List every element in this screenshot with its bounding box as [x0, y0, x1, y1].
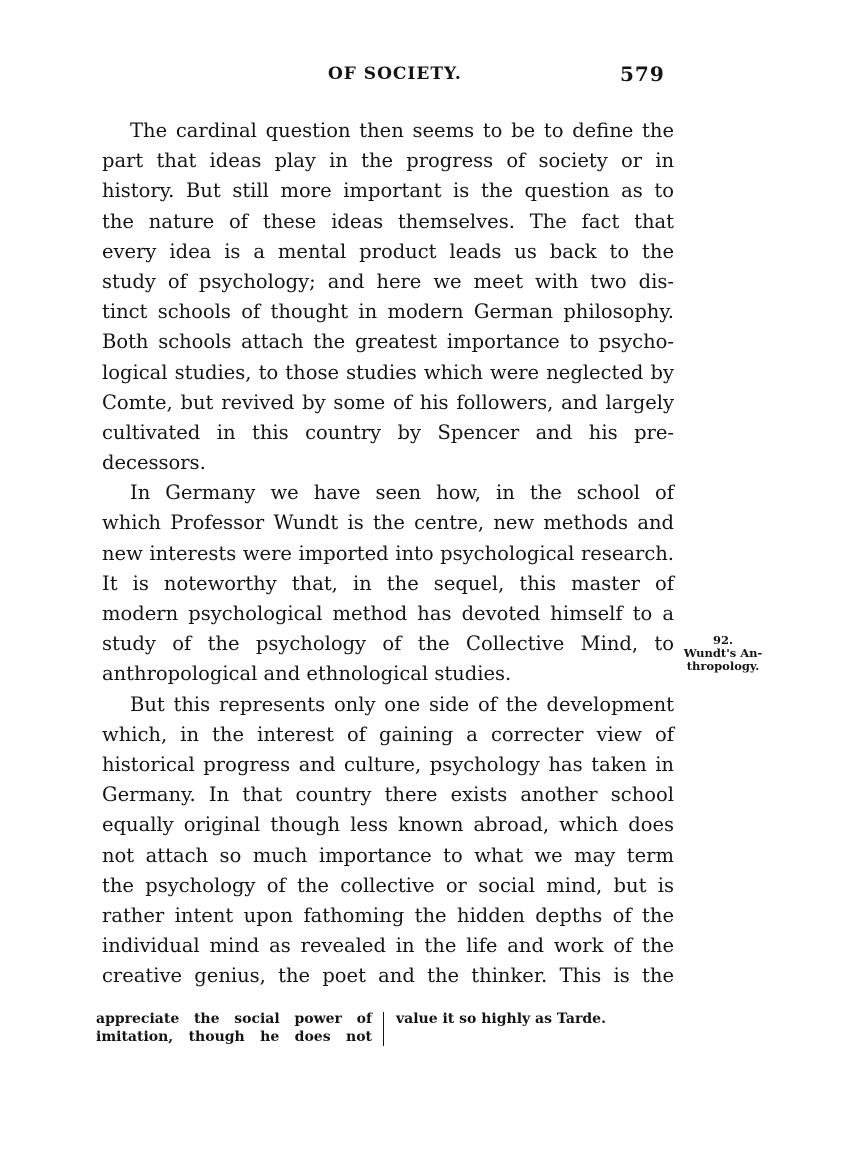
margin-note-number: 92. — [712, 633, 733, 647]
text-line: every idea is a mental product leads us back to the — [102, 239, 674, 263]
footnote-line — [96, 1028, 372, 1046]
page-number: 579 — [620, 62, 665, 86]
text-line: study of the psychology of the Collective Mind, to — [102, 632, 674, 656]
footnote-column-divider — [383, 1012, 384, 1046]
text-line: anthropological and ethnological studies. — [102, 662, 512, 686]
text-line: modern psychological method has devoted himself to a — [102, 602, 674, 625]
text-line: history. But still more important is the question as to — [102, 179, 674, 203]
text-line: part that ideas play in the progress of society or in — [102, 149, 674, 173]
text-line: The cardinal question then seems to be to define the — [130, 119, 674, 142]
text-line: individual mind as revealed in the life and work of the — [102, 934, 674, 958]
text-line: But this represents only one side of the development — [130, 692, 674, 716]
text-line: decessors. — [102, 451, 206, 475]
footnote-line: appreciate the social power of — [96, 1011, 372, 1027]
text-line: new interests were imported into psychological research. — [102, 541, 674, 565]
text-line: In Germany we have seen how, in the school of — [130, 481, 674, 505]
text-line: which, in the interest of gaining a correcter view of — [102, 722, 674, 746]
text-line: which Professor Wundt is the centre, new methods and — [102, 511, 674, 535]
margin-note-title-line: thropology. — [686, 659, 760, 673]
footnote-right-column — [396, 1010, 606, 1028]
footnote-line: value it so highly as Tarde. — [396, 1011, 606, 1027]
text-line: historical progress and culture, psychology has taken in — [102, 752, 674, 776]
text-line: cultivated in this country by Spencer and his pre- — [102, 420, 674, 444]
text-line: the nature of these ideas themselves. The fact that — [102, 209, 674, 233]
text-line: logical studies, to those studies which were neglected by — [102, 360, 674, 384]
margin-note-title-line: Wundt's An- — [683, 646, 763, 660]
text-line: Both schools attach the greatest importance to psycho- — [102, 330, 674, 354]
text-line: rather intent upon fathoming the hidden depths of the — [102, 903, 674, 927]
text-line: Comte, but revived by some of his followers, and largely — [102, 390, 674, 414]
margin-note — [678, 634, 768, 673]
footnote-line-text: imitation, though he does not — [96, 1029, 372, 1045]
text-line: Germany. In that country there exists another school — [102, 783, 674, 807]
footnote-left-column — [96, 1010, 372, 1046]
running-head: OF SOCIETY. — [328, 64, 462, 84]
text-line: tinct schools of thought in modern German philosophy. — [102, 300, 674, 324]
text-line: the psychology of the collective or social mind, but is — [102, 873, 674, 897]
body-text — [102, 116, 674, 991]
text-line: not attach so much importance to what we may term — [102, 843, 674, 867]
text-line: creative genius, the poet and the thinker. This is the — [102, 964, 674, 988]
text-line: study of psychology; and here we meet with two dis- — [102, 269, 674, 293]
text-line: It is noteworthy that, in the sequel, this master of — [102, 571, 674, 595]
text-line: equally original though less known abroad, which does — [102, 813, 674, 837]
